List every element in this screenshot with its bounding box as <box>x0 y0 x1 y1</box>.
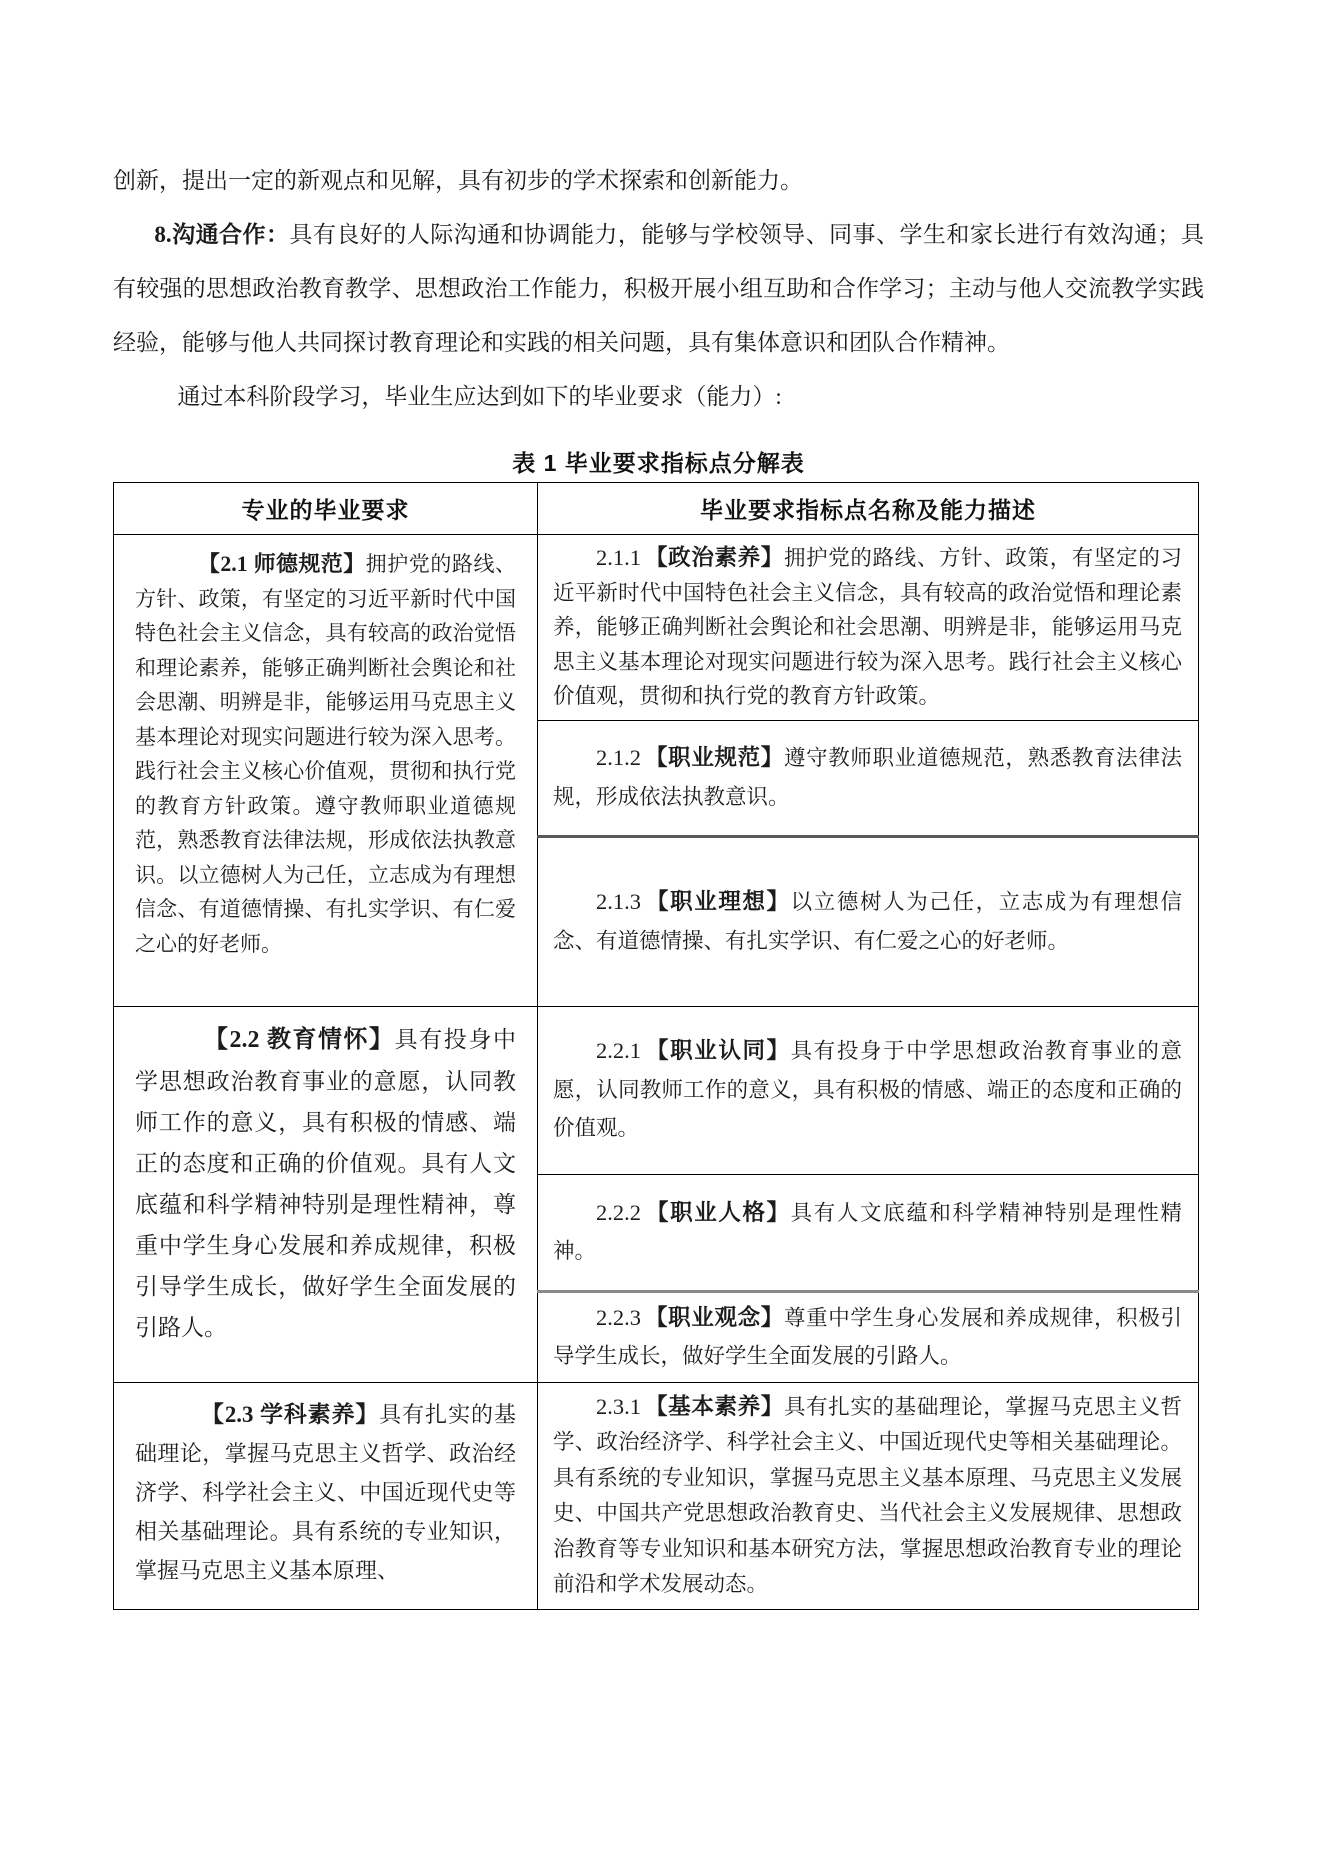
indicator-text-2-2-2: 具有人文底蕴和科学精神特别是理性精神。 <box>553 1200 1182 1263</box>
table-header-row <box>114 483 1199 535</box>
indicator-cell-2-1-3 <box>538 836 1199 1006</box>
requirement-text-2-3: 具有扎实的基础理论，掌握马克思主义哲学、政治经济学、科学社会主义、中国近现代史等相关基础理论。具有系统的专业知识，掌握马克思主义基本原理、 <box>135 1401 516 1583</box>
indicator-code-2-3-1: 2.3.1 <box>596 1393 641 1419</box>
indicator-code-2-2-3: 2.2.3 <box>596 1304 641 1330</box>
indicator-code-2-1-3: 2.1.3 <box>596 889 641 914</box>
requirement-text-2-2: 具有投身中学思想政治教育事业的意愿，认同教师工作的意义，具有积极的情感、端正的态度和正确的价值观。具有人文底蕴和科学精神特别是理性精神，尊重中学生身心发展和养成规律，积极引导学生成长，做好学生全面发展的引路人。 <box>135 1026 516 1340</box>
indicator-label-2-3-1: 【基本素养】 <box>644 1393 784 1419</box>
indicator-code-2-1-1: 2.1.1 <box>596 545 641 570</box>
indicator-text-2-2-1: 具有投身于中学思想政治教育事业的意愿，认同教师工作的意义，具有积极的情感、端正的态度和正确的价值观。 <box>553 1039 1182 1141</box>
indicator-text-2-2-3: 尊重中学生身心发展和养成规律，积极引导学生成长，做好学生全面发展的引路人。 <box>553 1305 1182 1368</box>
indicator-label-2-1-2: 【职业规范】 <box>644 745 784 770</box>
indicator-cell-2-3-1 <box>538 1382 1199 1609</box>
requirement-cell-2-2 <box>114 1006 538 1382</box>
indicator-cell-2-1-2 <box>538 720 1199 836</box>
indicator-label-2-1-3: 【职业理想】 <box>644 889 791 914</box>
requirement-text-2-1: 拥护党的路线、方针、政策，有坚定的习近平新时代中国特色社会主义信念，具有较高的政治觉悟和理论素养，能够正确判断社会舆论和社会思潮、明辨是非，能够运用马克思主义基本理论对现实问题进行较为深入思考。践行社会主义核心价值观，贯彻和执行党的教育方针政策。遵守教师职业道德规范，熟悉教育法律法规，形成依法执教意识。以立德树人为己任，立志成为有理想信念、有道德情操、有扎实学识、有仁爱之心的好老师。 <box>135 552 517 956</box>
indicator-label-2-2-1: 【职业认同】 <box>644 1038 791 1064</box>
indicator-code-2-2-2: 2.2.2 <box>596 1199 641 1225</box>
indicator-text-2-1-1: 拥护党的路线、方针、政策，有坚定的习近平新时代中国特色社会主义信念，具有较高的政治觉悟和理论素养，能够正确判断社会舆论和社会思潮、明辨是非，能够运用马克思主义基本理论对现实问题进行较为深入思考。践行社会主义核心价值观，贯彻和执行党的教育方针政策。 <box>553 546 1182 708</box>
indicator-label-2-1-1: 【政治素养】 <box>644 545 784 570</box>
graduation-requirements-table <box>113 482 1199 1610</box>
requirement-label-2-1: 【2.1 师德规范】 <box>198 552 366 576</box>
paragraph-innovation-tail: 创新，提出一定的新观点和见解，具有初步的学术探索和创新能力。 <box>113 168 803 193</box>
table-row <box>114 1006 1199 1174</box>
indicator-cell-2-2-3 <box>538 1291 1199 1382</box>
indicator-label-2-2-3: 【职业观念】 <box>644 1304 784 1330</box>
indicator-label-2-2-2: 【职业人格】 <box>644 1199 791 1225</box>
indicator-text-2-3-1: 具有扎实的基础理论，掌握马克思主义哲学、政治经济学、科学社会主义、中国近现代史等相关基础理论。具有系统的专业知识，掌握马克思主义基本原理、马克思主义发展史、中国共产党思想政治教育史、当代社会主义发展规律、思想政治教育等专业知识和基本研究方法，掌握思想政治教育专业的理论前沿和学术发展动态。 <box>553 1394 1182 1596</box>
indicator-cell-2-1-1 <box>538 535 1199 721</box>
indicator-text-2-1-2: 遵守教师职业道德规范，熟悉教育法律法规，形成依法执教意识。 <box>553 746 1182 809</box>
paragraph-communication-cooperation <box>113 208 1204 370</box>
col-header-professional-requirements: 专业的毕业要求 <box>114 483 538 535</box>
requirement-label-2-3: 【2.3 学科素养】 <box>201 1401 380 1427</box>
indicator-text-2-1-3: 以立德树人为己任，立志成为有理想信念、有道德情操、有扎实学识、有仁爱之心的好老师。 <box>553 890 1182 953</box>
requirement-cell-2-3 <box>114 1382 538 1609</box>
table-caption: 表 1 毕业要求指标点分解表 <box>512 450 805 476</box>
requirement-cell-2-1 <box>114 535 538 1007</box>
col-header-indicator-descriptions: 毕业要求指标点名称及能力描述 <box>538 483 1199 535</box>
indicator-cell-2-2-2 <box>538 1174 1199 1291</box>
indicator-code-2-1-2: 2.1.2 <box>596 745 641 770</box>
indicator-cell-2-2-1 <box>538 1006 1199 1174</box>
requirement-label-2-2: 【2.2 教育情怀】 <box>204 1026 395 1053</box>
table-row <box>114 1382 1199 1609</box>
paragraph-intro-graduation-requirements: 通过本科阶段学习，毕业生应达到如下的毕业要求（能力）: <box>177 384 782 409</box>
table-row <box>114 535 1199 721</box>
paragraph-communication-body: 具有良好的人际沟通和协调能力，能够与学校领导、同事、学生和家长进行有效沟通；具有较强的思想政治教育教学、思想政治工作能力，积极开展小组互助和合作学习；主动与他人交流教学实践经验，能够与他人共同探讨教育理论和实践的相关问题，具有集体意识和团队合作精神。 <box>113 222 1205 355</box>
paragraph-lead-communication: 8.沟通合作： <box>154 222 290 247</box>
indicator-code-2-2-1: 2.2.1 <box>596 1038 641 1064</box>
